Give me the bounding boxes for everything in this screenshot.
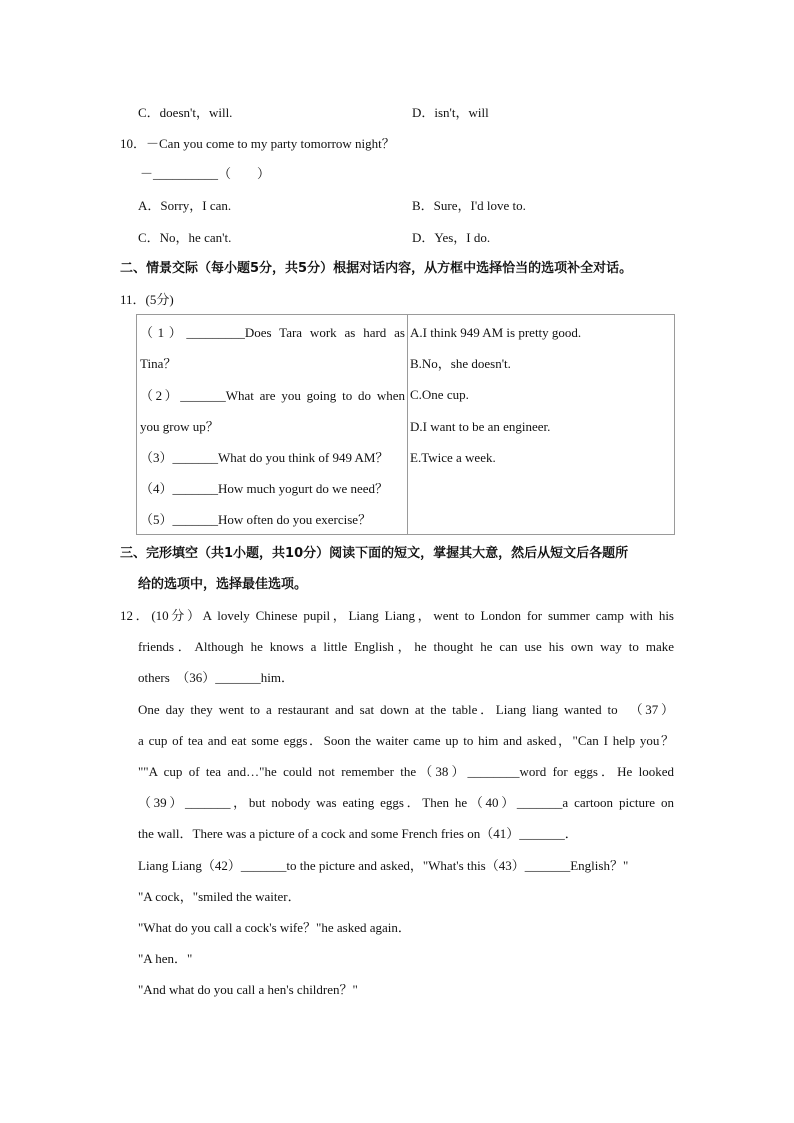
q9-option-d: D．isn't，will bbox=[412, 105, 489, 120]
q10-option-d: D．Yes，I do. bbox=[412, 230, 491, 245]
dialogue-item-2-line2: you grow up？ bbox=[140, 419, 219, 434]
q10-answer-line: －__________（ ） bbox=[140, 166, 271, 181]
passage-line-6: ""A cup of tea and…"he could not remember the（38）________word for eggs．He looked bbox=[138, 764, 674, 779]
q10-option-c: C．No，he can't. bbox=[138, 230, 232, 245]
dialogue-item-3: （3）_______What do you think of 949 AM？ bbox=[140, 450, 389, 465]
answer-option-a: A.I think 949 AM is pretty good. bbox=[410, 325, 582, 340]
q11-label: 11．(5分) bbox=[120, 292, 174, 307]
passage-line-11: "What do you call a cock's wife？"he asked again． bbox=[138, 920, 411, 935]
passage-line-9: Liang Liang（42）_______to the picture and asked，"What's this（43）_______English？" bbox=[138, 858, 629, 873]
passage-line-1: 12．(10分）A lovely Chinese pupil，Liang Liang，went to London for summer camp with his bbox=[120, 608, 674, 623]
dialogue-item-2-line1: （2）_______What are you going to do when bbox=[140, 388, 405, 403]
section3-heading-line1: 三、完形填空（共1小题，共10分）阅读下面的短文，掌握其大意，然后从短文后各题所 bbox=[120, 546, 629, 561]
answer-option-d: D.I want to be an engineer. bbox=[410, 419, 551, 434]
answer-option-c: C.One cup. bbox=[410, 387, 469, 402]
passage-line-2: friends．Although he knows a little English，he thought he can use his own way to make bbox=[138, 639, 674, 654]
answer-option-e: E.Twice a week. bbox=[410, 450, 496, 465]
q10-option-a: A．Sorry，I can. bbox=[138, 198, 232, 213]
q10-option-b: B．Sure，I'd love to. bbox=[412, 198, 526, 213]
q10-stem: 10．－Can you come to my party tomorrow night？ bbox=[120, 136, 395, 151]
passage-line-8: the wall．There was a picture of a cock and some French fries on（41）_______． bbox=[138, 826, 578, 841]
dialogue-item-1-line1: （1）_________Does Tara work as hard as bbox=[140, 325, 405, 340]
section2-heading: 二、情景交际（每小题5分，共5分）根据对话内容，从方框中选择恰当的选项补全对话。 bbox=[120, 261, 633, 276]
passage-line-12: "A hen．" bbox=[138, 951, 193, 966]
section3-heading-line2: 给的选项中，选择最佳选项。 bbox=[138, 577, 308, 592]
answer-option-b: B.No，she doesn't. bbox=[410, 356, 511, 371]
passage-line-3: others （36）_______him． bbox=[138, 670, 294, 685]
passage-line-10: "A cock，"smiled the waiter． bbox=[138, 889, 301, 904]
dialogue-item-4: （4）_______How much yogurt do we need？ bbox=[140, 481, 389, 496]
dialogue-item-5: （5）_______How often do you exercise？ bbox=[140, 512, 372, 527]
passage-line-7: （39）_______，but nobody was eating eggs．Then he（40）_______a cartoon picture on bbox=[138, 795, 674, 810]
dialogue-item-1-line2: Tina？ bbox=[140, 356, 177, 371]
passage-line-5: a cup of tea and eat some eggs．Soon the waiter came up to him and asked，"Can I help you？ bbox=[138, 733, 675, 748]
dialogue-box-divider bbox=[407, 314, 408, 535]
passage-line-4: One day they went to a restaurant and sat down at the table．Liang liang wanted to （37） bbox=[138, 702, 674, 717]
q9-option-c: C．doesn't，will. bbox=[138, 105, 233, 120]
passage-line-13: "And what do you call a hen's children？" bbox=[138, 982, 358, 997]
